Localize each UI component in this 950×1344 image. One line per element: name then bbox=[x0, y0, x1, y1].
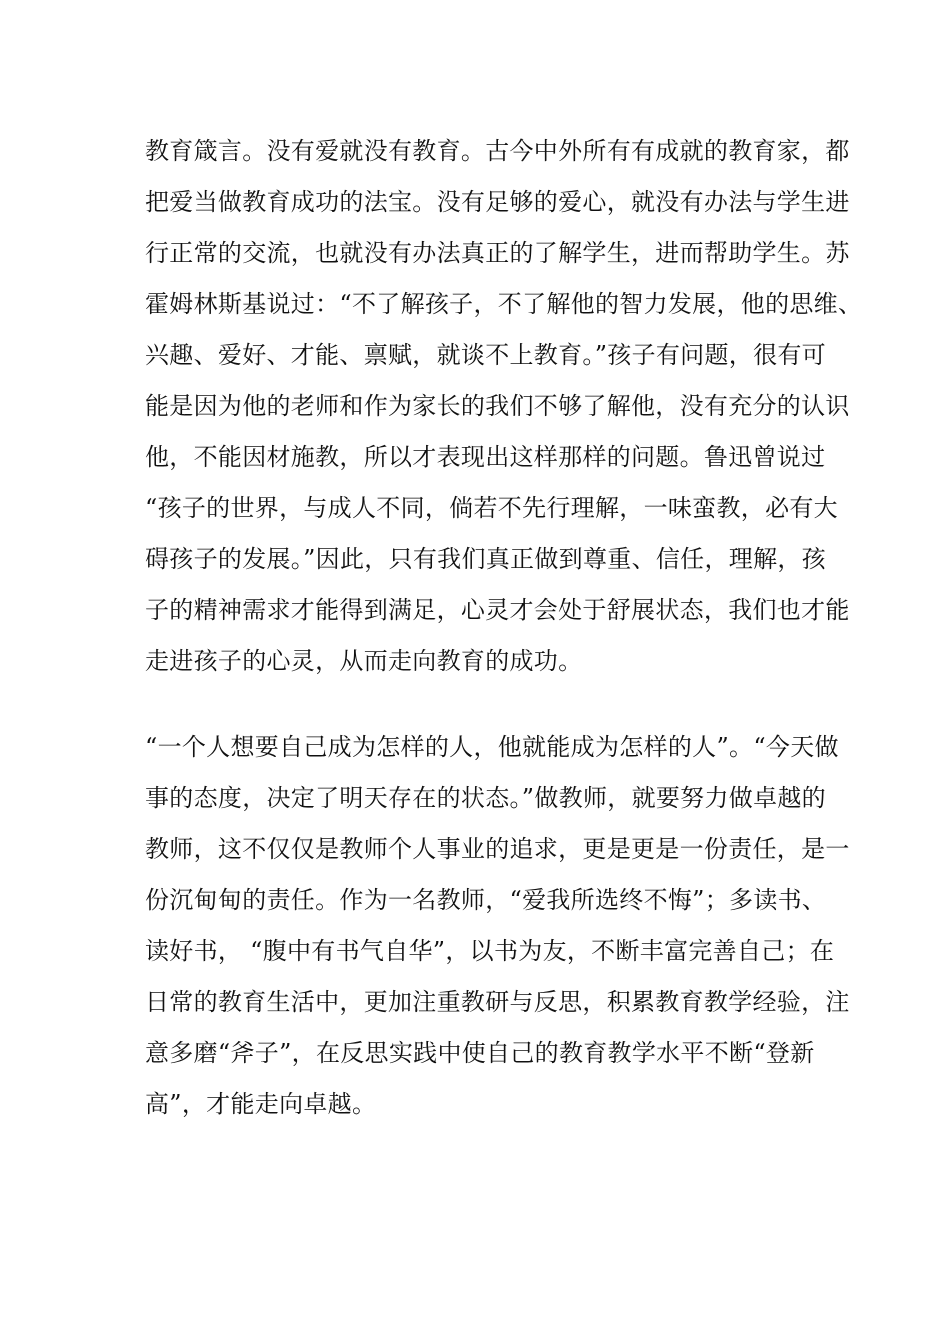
text-line: 教师，这不仅仅是教师个人事业的追求，更是更是一份责任，是一 bbox=[145, 835, 850, 863]
text-line: 走进孩子的心灵，从而走向教育的成功。 bbox=[145, 647, 583, 675]
text-line: 他，不能因材施教，所以才表现出这样那样的问题。鲁迅曾说过 bbox=[145, 443, 826, 471]
text-line: 行正常的交流，也就没有办法真正的了解学生，进而帮助学生。苏 bbox=[145, 239, 850, 267]
text-line: 能是因为他的老师和作为家长的我们不够了解他，没有充分的认识 bbox=[145, 392, 850, 420]
text-line: 碍孩子的发展。”因此，只有我们真正做到尊重、信任，理解，孩 bbox=[145, 545, 826, 573]
text-line: 事的态度，决定了明天存在的状态。”做教师，就要努力做卓越的 bbox=[145, 784, 826, 812]
text-line: 子的精神需求才能得到满足，心灵才会处于舒展状态，我们也才能 bbox=[145, 596, 850, 624]
text-line: 霍姆林斯基说过：“不了解孩子，不了解他的智力发展，他的思维、 bbox=[145, 290, 863, 318]
text-line: 兴趣、爱好、才能、禀赋，就谈不上教育。”孩子有问题，很有可 bbox=[145, 341, 826, 369]
text-line: 高”，才能走向卓越。 bbox=[145, 1090, 377, 1118]
text-line: “一个人想要自己成为怎样的人，他就能成为怎样的人”。“今天做 bbox=[145, 733, 839, 761]
text-line: 读好书， “腹中有书气自华”，以书为友，不断丰富完善自己；在 bbox=[145, 937, 835, 965]
paragraph-excellent-teacher bbox=[145, 722, 850, 1130]
text-line: “孩子的世界，与成人不同，倘若不先行理解，一味蛮教，必有大 bbox=[145, 494, 838, 522]
text-line: 意多磨“斧子”，在反思实践中使自己的教育教学水平不断“登新 bbox=[145, 1039, 815, 1067]
text-line: 教育箴言。没有爱就没有教育。古今中外所有有成就的教育家，都 bbox=[145, 137, 850, 165]
paragraph-love-in-education bbox=[145, 126, 863, 687]
text-line: 日常的教育生活中，更加注重教研与反思，积累教育教学经验，注 bbox=[145, 988, 850, 1016]
text-line: 份沉甸甸的责任。作为一名教师，“爱我所选终不悔”；多读书、 bbox=[145, 886, 827, 914]
text-line: 把爱当做教育成功的法宝。没有足够的爱心，就没有办法与学生进 bbox=[145, 188, 850, 216]
